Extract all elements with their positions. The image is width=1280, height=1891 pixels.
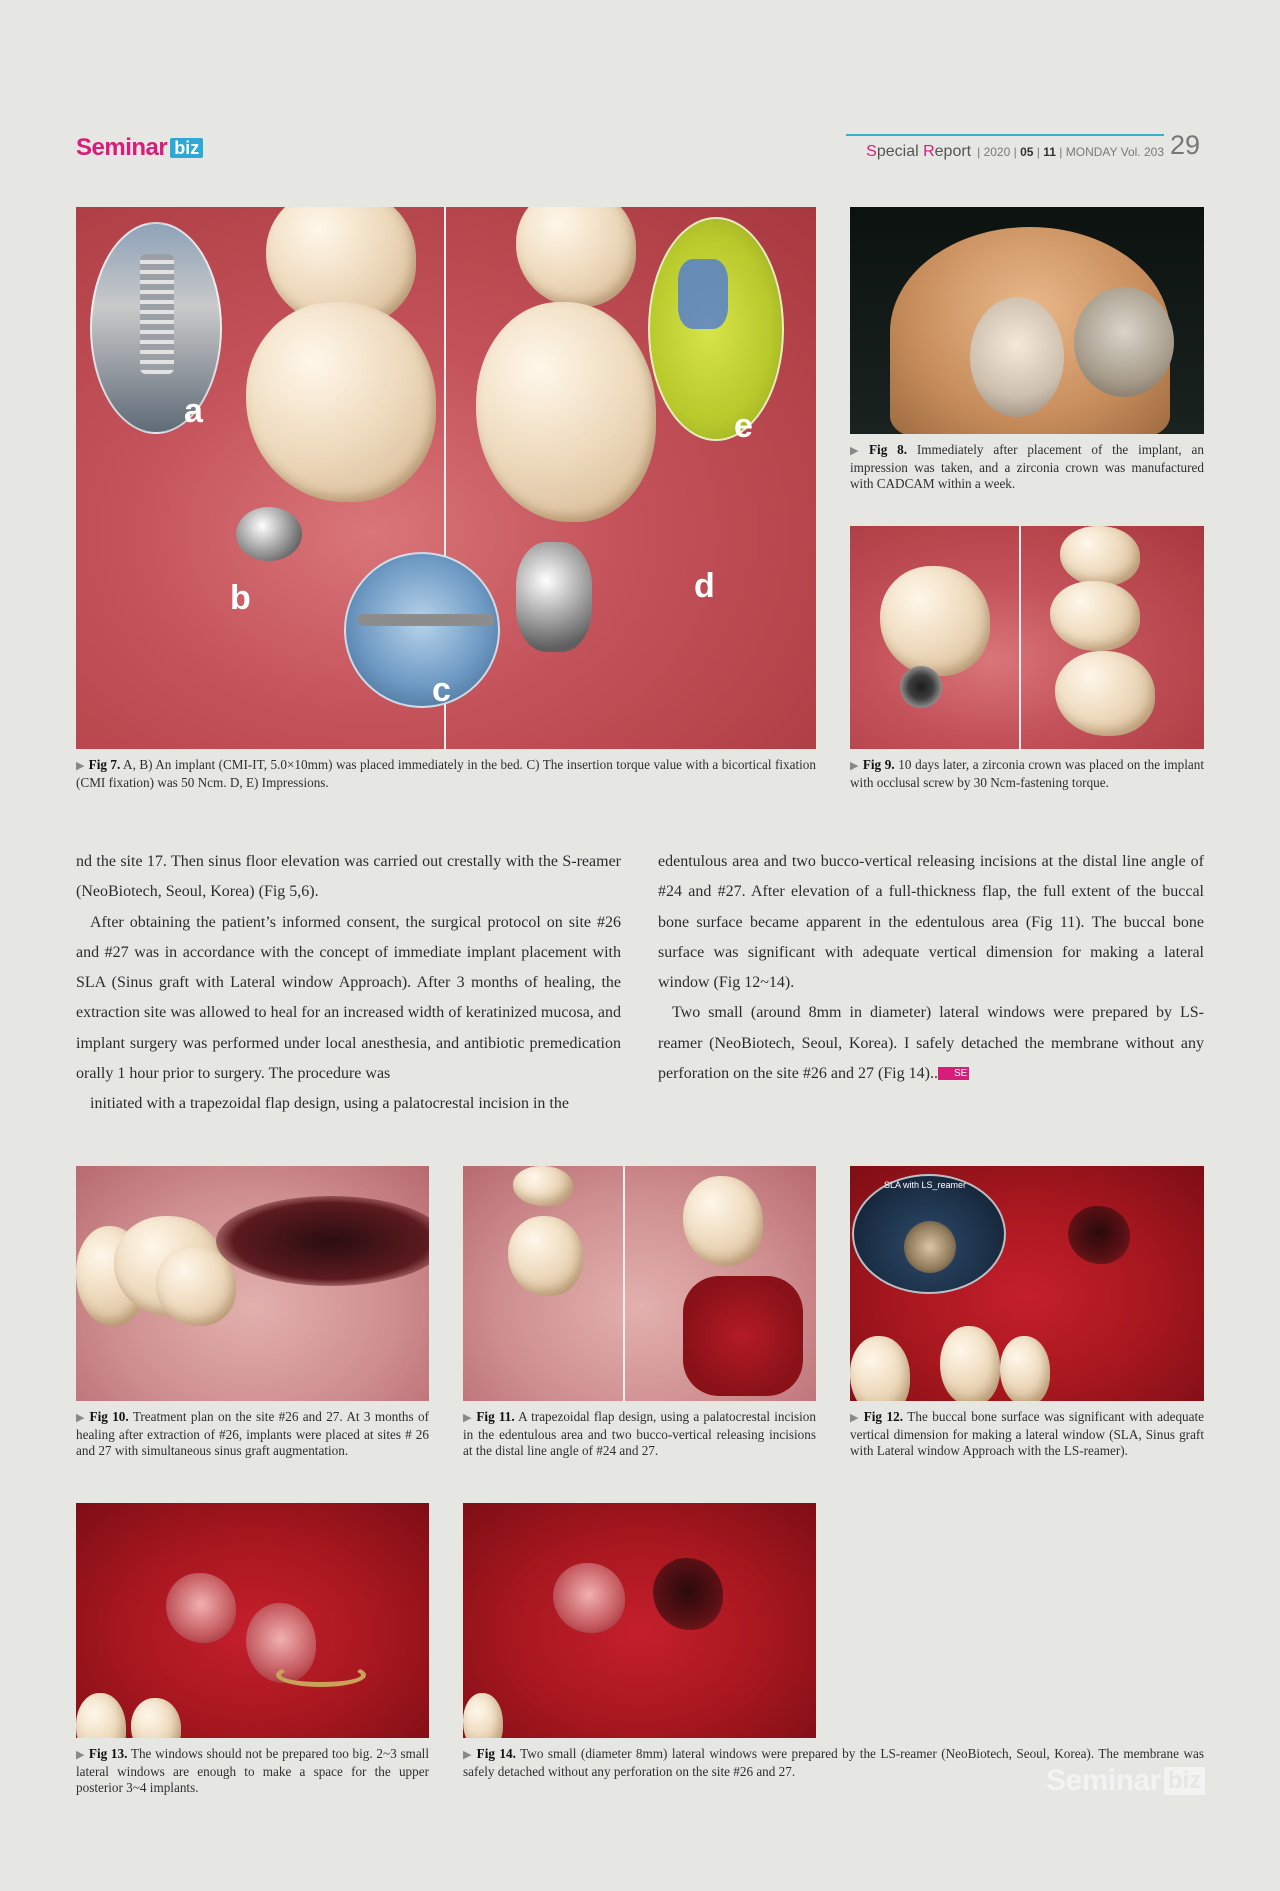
fig12-inset-label: SLA with LS_reamer [884, 1180, 967, 1190]
paragraph: edentulous area and two bucco-vertical releasing incisions at the distal line angle of #24 and #27. After elevation of a full-thickness flap, the full extent of the buccal bone surface became apparent in the edentulous area (Fig 11). The buccal bone surface was significant with adequate vertical dimension for making a lateral window (Fig 12~14). [658, 853, 1204, 992]
watermark-word: Seminar [1046, 1764, 1161, 1797]
magazine-logo [76, 134, 203, 162]
fig7-inset-torque [344, 552, 500, 708]
fig7-photo [76, 207, 816, 749]
fig12-inset-reamer [852, 1174, 1006, 1294]
fig12-photo [850, 1166, 1204, 1401]
paragraph: After obtaining the patient’s informed consent, the surgical protocol on site #26 and #27 was in accordance with the concept of immediate implant placement with SLA (Sinus graft with Lateral window Approach). After 3 months of healing, the extraction site was allowed to heal for an increased width of keratinized mucosa, and implant surgery was performed under local anesthesia, and antibiotic premedication orally 1 hour prior to surgery. The procedure was [76, 913, 621, 1083]
fig7-letter-a: a [184, 392, 203, 430]
fig7-letter-c: c [432, 671, 451, 709]
fig8-photo [850, 207, 1204, 434]
paragraph: nd the site 17. Then sinus floor elevation was carried out crestally with the S-reamer (NeoBiotech, Seoul, Korea) (Fig 5,6). [76, 853, 621, 901]
fig7-letter-e: e [734, 407, 753, 445]
page-number: 29 [1169, 130, 1200, 160]
watermark-logo [1046, 1764, 1205, 1798]
fig7-letter-b: b [230, 579, 251, 617]
fig14-photo [463, 1503, 816, 1738]
fig7-letter-d: d [694, 567, 715, 605]
fig10-caption: ▶ Fig 10. Treatment plan on the site #26 and 27. At 3 months of healing after extraction of #26, implants were placed at sites # 26 and 27 with simultaneous sinus graft augmentation. [76, 1409, 429, 1458]
fig10-photo [76, 1166, 429, 1401]
fig7-caption: ▶ Fig 7. A, B) An implant (CMI-IT, 5.0×10mm) was placed immediately in the bed. C) The insertion torque value with a bicortical fixation (CMI fixation) was 50 Ncm. D, E) Impressions. [76, 757, 816, 790]
section-header [846, 130, 1200, 161]
fig9-photo [850, 526, 1204, 749]
fig11-photo [463, 1166, 816, 1401]
fig13-caption: ▶ Fig 13. The windows should not be prepared too big. 2~3 small lateral windows are enough to make a space for the upper posterior 3~4 implants. [76, 1746, 429, 1795]
fig9-caption: ▶ Fig 9. 10 days later, a zirconia crown was placed on the implant with occlusal screw by 30 Ncm-fastening torque. [850, 757, 1204, 790]
fig7-inset-impression [648, 217, 784, 441]
fig12-caption: ▶ Fig 12. The buccal bone surface was significant with adequate vertical dimension for making a lateral window (SLA, Sinus graft with Lateral window Approach with the LS-reamer). [850, 1409, 1204, 1458]
end-mark: SE [938, 1067, 969, 1080]
section-title: Special Report [866, 143, 972, 160]
fig8-caption: ▶ Fig 8. Immediately after placement of the implant, an impression was taken, and a zirconia crown was manufactured with CADCAM within a week. [850, 442, 1204, 491]
fig11-caption: ▶ Fig 11. A trapezoidal flap design, using a palatocrestal incision in the edentulous area and two bucco-vertical releasing incisions at the distal line angle of #24 and 27. [463, 1409, 816, 1458]
paragraph: initiated with a trapezoidal flap design, using a palatocrestal incision in the [90, 1095, 569, 1113]
body-column-left [76, 847, 621, 1120]
fig13-photo [76, 1503, 429, 1738]
logo-word: Seminar [76, 134, 168, 161]
fig14-caption: ▶ Fig 14. Two small (diameter 8mm) lateral windows were prepared by the LS-reamer (NeoBiotech, Seoul, Korea). The membrane was safely detached without any perforation on the site #26 and 27. [463, 1746, 1204, 1779]
body-column-right [658, 847, 1204, 1089]
issue-meta: | 2020 | 05 | 11 | MONDAY Vol. 203 [977, 145, 1164, 159]
paragraph: Two small (around 8mm in diameter) lateral windows were prepared by LS-reamer (NeoBiotech, Seoul, Korea). I safely detached the membrane without any perforation on the site #26 and 27 (Fig 14).. SE [658, 1004, 1204, 1083]
logo-box: biz [170, 138, 203, 158]
watermark-box: biz [1164, 1767, 1205, 1795]
